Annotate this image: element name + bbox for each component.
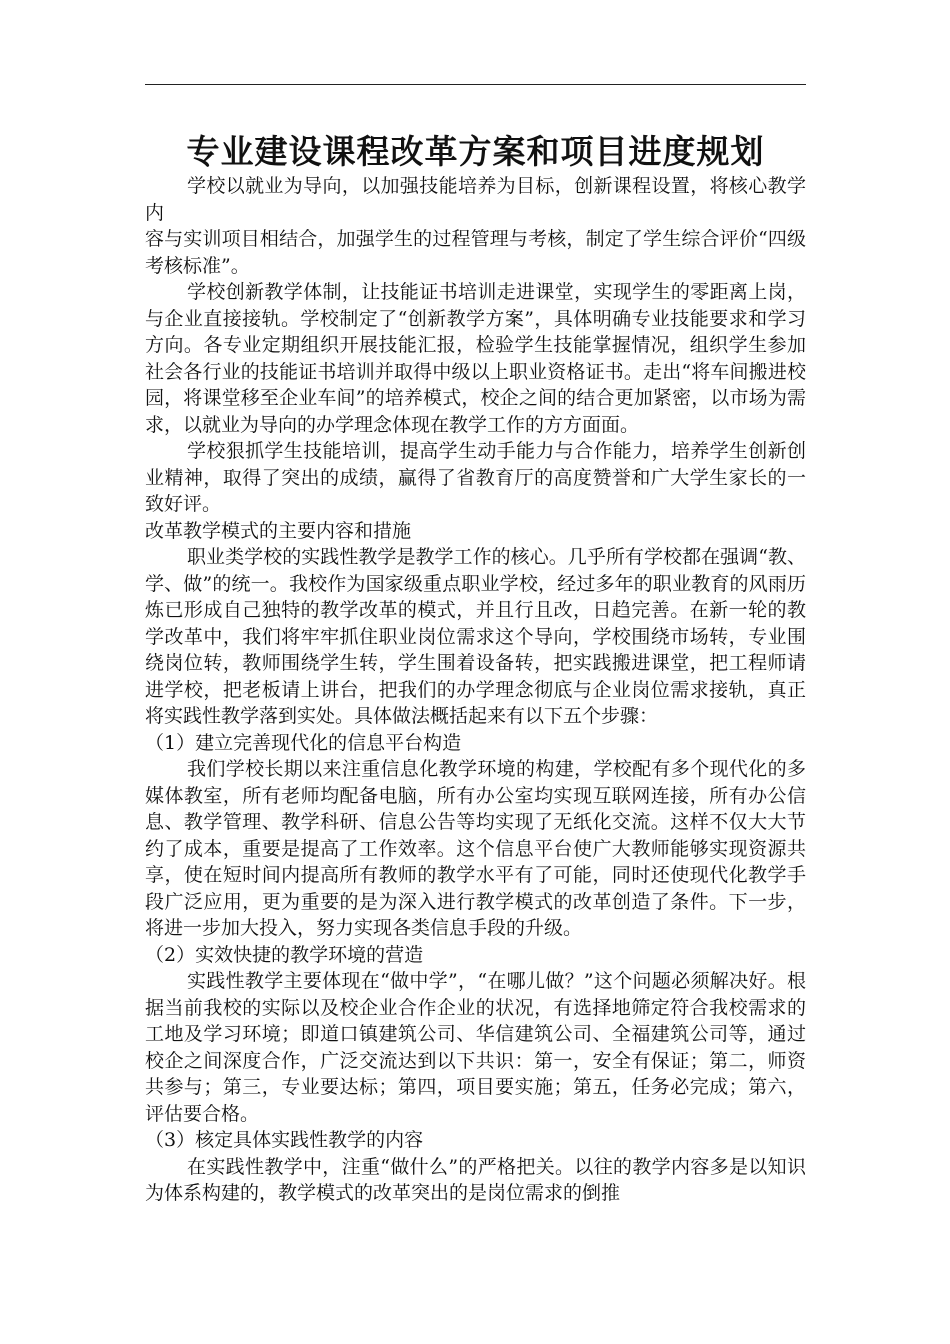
- paragraph: 学校以就业为导向，以加强技能培养为目标，创新课程设置，将核心教学内: [145, 175, 806, 224]
- paragraph: 学校狠抓学生技能培训，提高学生动手能力与合作能力，培养学生创新创业精神，取得了突出的成绩，赢得了省教育厅的高度赞誉和广大学生家长的一致好评。: [145, 440, 806, 515]
- subsection-heading: （2）实效快捷的教学环境的营造: [145, 943, 424, 966]
- subsection-heading: （1）建立完善现代化的信息平台构造: [145, 731, 462, 754]
- header-rule: [145, 84, 806, 85]
- paragraph: 容与实训项目相结合，加强学生的过程管理与考核，制定了学生综合评价“四级考核标准”。: [145, 228, 806, 277]
- document-body: [145, 173, 806, 1207]
- subsection-heading: （3）核定具体实践性教学的内容: [145, 1129, 424, 1151]
- paragraph: 职业类学校的实践性教学是教学工作的核心。几乎所有学校都在强调“教、学、做”的统一。我校作为国家级重点职业学校，经过多年的职业教育的风雨历炼已形成自己独特的教学改革的模式，并且行且改，日趋完善。在新一轮的教学改革中，我们将牢牢抓住职业岗位需求这个导向，学校围绕市场转，专业围绕岗位转，教师围绕学生转，学生围着设备转，把实践搬进课堂，把工程师请进学校，把老板请上讲台，把我们的办学理念彻底与企业岗位需求接轨，真正将实践性教学落到实处。具体做法概括起来有以下五个步骤：: [145, 546, 806, 727]
- paragraph: 实践性教学主要体现在“做中学”，“在哪儿做？”这个问题必须解决好。根据当前我校的实际以及校企业合作企业的状况，有选择地筛定符合我校需求的工地及学习环境；即道口镇建筑公司、华信建筑公司、全福建筑公司等，通过校企之间深度合作，广泛交流达到以下共识：第一，安全有保证；第二，师资共参与；第三，专业要达标；第四，项目要实施；第五，任务必完成；第六，评估要合格。: [145, 970, 806, 1125]
- document-title: 专业建设课程改革方案和项目进度规划: [186, 132, 765, 171]
- paragraph: 我们学校长期以来注重信息化教学环境的构建，学校配有多个现代化的多媒体教室，所有老师均配备电脑，所有办公室均实现互联网连接，所有办公信息、教学管理、教学科研、信息公告等均实现了无纸化交流。这样不仅大大节约了成本，重要是提高了工作效率。这个信息平台使广大教师能够实现资源共享，使在短时间内提高所有教师的教学水平有了可能，同时还使现代化教学手段广泛应用，更为重要的是为深入进行教学模式的改革创造了条件。下一步，将进一步加大投入，努力实现各类信息手段的升级。: [145, 758, 806, 939]
- paragraph: 在实践性教学中，注重“做什么”的严格把关。以往的教学内容多是以知识为体系构建的，教学模式的改革突出的是岗位需求的倒推: [145, 1155, 806, 1204]
- paragraph: 学校创新教学体制，让技能证书培训走进课堂，实现学生的零距离上岗，与企业直接接轨。学校制定了“创新教学方案”，具体明确专业技能要求和学习方向。各专业定期组织开展技能汇报，检验学生技能掌握情况，组织学生参加社会各行业的技能证书培训并取得中级以上职业资格证书。走出“将车间搬进校园，将课堂移至企业车间”的培养模式，校企之间的结合更加紧密，以市场为需求，以就业为导向的办学理念体现在教学工作的方方面面。: [145, 281, 806, 436]
- section-heading: 改革教学模式的主要内容和措施: [145, 519, 412, 542]
